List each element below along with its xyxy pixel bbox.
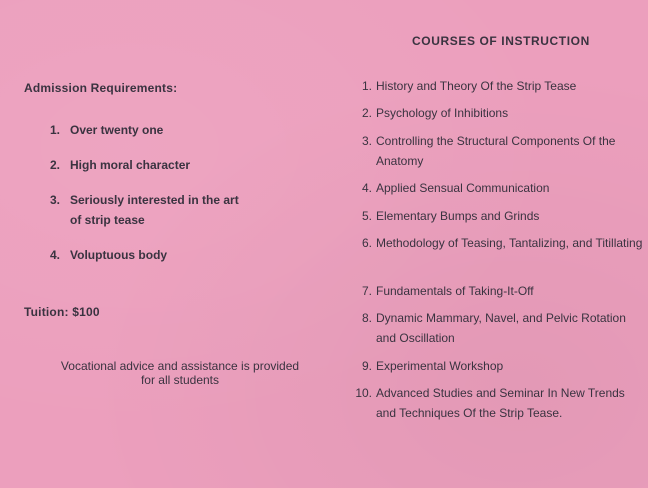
requirement-number: 4. (50, 248, 61, 262)
course-number: 1. (361, 79, 372, 93)
course-number: 4. (361, 181, 372, 195)
course-title: History and Theory Of the Strip Tease (376, 79, 577, 93)
course-item (344, 308, 648, 348)
requirement-text: Seriously interested in the art of strip tease (70, 193, 239, 227)
course-title: Applied Sensual Communication (376, 181, 550, 195)
requirement-number: 2. (50, 158, 61, 172)
course-item (344, 383, 648, 423)
requirement-item (50, 245, 260, 265)
requirement-number: 3. (50, 193, 61, 207)
tuition-label: Tuition: $100 (24, 305, 100, 319)
vocational-line: for all students (140, 373, 220, 387)
course-title: Controlling the Structural Components Of the Anatomy (376, 134, 616, 168)
course-title: Dynamic Mammary, Navel, and Pelvic Rotation and Oscillation (376, 311, 626, 345)
course-number: 6. (361, 236, 372, 250)
vocational-note (40, 359, 320, 387)
requirement-item (50, 120, 260, 140)
course-title: Experimental Workshop (376, 359, 504, 373)
requirement-text: Voluptuous body (70, 248, 168, 262)
course-item (344, 206, 648, 226)
course-number: 5. (361, 209, 372, 223)
course-number: 7. (361, 284, 372, 298)
course-item (344, 76, 648, 96)
course-number: 9. (361, 359, 372, 373)
requirement-text: High moral character (70, 158, 191, 172)
course-title: Elementary Bumps and Grinds (376, 209, 540, 223)
requirement-text: Over twenty one (70, 123, 164, 137)
course-item (344, 281, 648, 301)
course-number: 3. (361, 134, 372, 148)
course-number: 10. (355, 386, 372, 400)
course-number: 2. (361, 106, 372, 120)
course-item (344, 356, 648, 376)
requirement-item (50, 190, 260, 230)
course-item (344, 233, 648, 253)
course-number: 8. (361, 311, 372, 325)
course-item (344, 131, 648, 171)
course-title: Methodology of Teasing, Tantalizing, and Titillating (376, 236, 643, 250)
course-title: Advanced Studies and Seminar In New Trends and Techniques Of the Strip Tease. (376, 386, 625, 420)
course-title: Psychology of Inhibitions (376, 106, 509, 120)
requirement-number: 1. (50, 123, 61, 137)
course-item (344, 103, 648, 123)
course-item (344, 178, 648, 198)
courses-heading: COURSES OF INSTRUCTION (412, 34, 590, 48)
course-title: Fundamentals of Taking-It-Off (376, 284, 534, 298)
vocational-line: Vocational advice and assistance is provided (60, 359, 300, 373)
admission-heading: Admission Requirements: (24, 81, 178, 95)
requirement-item (50, 155, 260, 175)
